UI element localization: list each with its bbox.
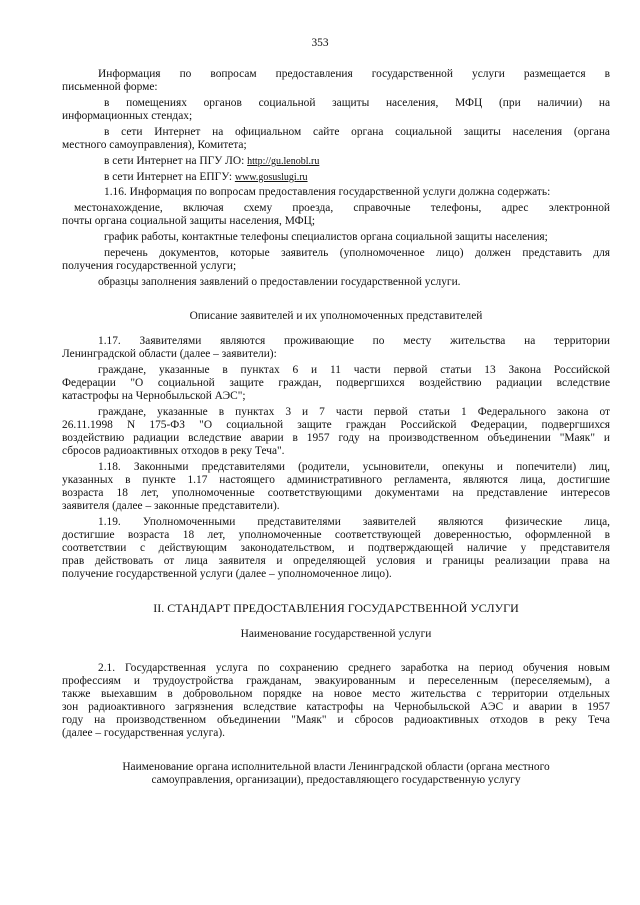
- chapter-heading: II. СТАНДАРТ ПРЕДОСТАВЛЕНИЯ ГОСУДАРСТВЕННОЙ УСЛУГИ: [153, 601, 519, 615]
- text-line: заявителя (далее – законные представители).: [62, 500, 280, 512]
- section-heading: Описание заявителей и их уполномоченных представителей: [189, 310, 483, 322]
- text-line: указанных в пункте 1.17 настоящего административного регламента, являются лица, достигшие: [62, 474, 610, 486]
- text-line: сбросов радиоактивных отходов в реку Теча".: [62, 445, 285, 457]
- section-heading: Наименование государственной услуги: [240, 628, 432, 640]
- text-line: график работы, контактные телефоны специалистов органа социальной защиты населения;: [104, 231, 548, 243]
- text-line: году на производственном объединении "Маяк" и сбросов радиоактивных отходов в реку Теча: [62, 714, 610, 726]
- text-line: почты органа социальной защиты населения, МФЦ;: [62, 215, 316, 227]
- text-line: [104, 155, 319, 168]
- text-line: Федерации "О социальной защите граждан, подвергшихся воздействию радиации вследствие: [62, 377, 610, 389]
- text-line: прав действовать от лица заявителя и определяющей условия и границы реализации права на: [62, 555, 610, 567]
- text-line: получения государственной услуги;: [62, 260, 237, 272]
- section-heading: самоуправления, организации), предоставляющего государственную услугу: [151, 774, 521, 786]
- text-line: 1.18. Законными представителями (родители, усыновители, опекуны и попечители) лиц,: [98, 461, 610, 473]
- page-number: 353: [311, 37, 329, 49]
- text-line: также выехавшим в добровольном порядке на новое место жительства с территории отдельных: [62, 688, 610, 700]
- text-line: возраста 18 лет, уполномоченные соответствующими документами на представление интересов: [62, 487, 610, 499]
- text-line: 2.1. Государственная услуга по сохранению среднего заработка на период обучения новым: [98, 662, 610, 674]
- text-line: зон радиоактивного загрязнения вследствие катастрофы на Чернобыльской АЭС и аварии в 1957: [62, 701, 610, 713]
- text-line: 1.16. Информация по вопросам предоставления государственной услуги должна содержать:: [104, 186, 551, 198]
- text-line: Ленинградской области (далее – заявители):: [62, 348, 277, 360]
- text-line: соответствии с действующим законодательством, и подтверждающей наличие у представителя: [62, 542, 610, 554]
- text-line: письменной форме:: [62, 81, 158, 93]
- section-heading: Наименование органа исполнительной власти Ленинградской области (органа местного: [122, 761, 550, 773]
- text-line: [104, 171, 308, 184]
- text-line: образцы заполнения заявлений о предоставлении государственной услуги.: [98, 276, 461, 288]
- text-line: в помещениях органов социальной защиты населения, МФЦ (при наличии) на: [104, 97, 610, 109]
- text-line: 1.17. Заявителями являются проживающие по месту жительства на территории: [98, 335, 610, 347]
- text-line: в сети Интернет на официальном сайте органа социальной защиты населения (органа: [104, 126, 610, 138]
- text-segment: в сети Интернет на ПГУ ЛО:: [104, 155, 245, 167]
- text-line: воздействию радиации вследствие аварии в 1957 году на производственном объединении "Маяк" и: [62, 432, 610, 444]
- text-line: профессиям и трудоустройства гражданам, эвакуированным и переселенным (переселяемым), а: [62, 675, 610, 687]
- pgu-lo-link[interactable]: http://gu.lenobl.ru: [247, 156, 320, 167]
- text-line: информационных стендах;: [62, 110, 193, 122]
- text-line: достигшие возраста 18 лет, уполномоченные соответствующей доверенностью, оформленной в: [62, 529, 610, 541]
- text-line: 1.19. Уполномоченными представителями заявителей являются физические лица,: [98, 516, 610, 528]
- text-line: местного самоуправления), Комитета;: [62, 139, 247, 151]
- text-line: граждане, указанные в пунктах 3 и 7 части первой статьи 1 Федерального закона от: [98, 406, 610, 418]
- text-line: граждане, указанные в пунктах 6 и 11 части первой статьи 13 Закона Российской: [98, 364, 610, 376]
- text-line: перечень документов, которые заявитель (уполномоченное лицо) должен представить для: [104, 247, 610, 259]
- text-line: Информация по вопросам предоставления государственной услуги размещается в: [98, 68, 610, 80]
- text-line: получение государственной услуги (далее – уполномоченное лицо).: [62, 568, 392, 580]
- text-segment: в сети Интернет на ЕПГУ:: [104, 171, 232, 183]
- epgu-link[interactable]: www.gosuslugi.ru: [234, 172, 308, 183]
- text-line: катастрофы на Чернобыльской АЭС";: [62, 390, 246, 402]
- text-line: местонахождение, включая схему проезда, справочные телефоны, адрес электронной: [74, 202, 610, 214]
- text-line: 26.11.1998 N 175-ФЗ "О социальной защите граждан Российской Федерации, подвергшихся: [62, 419, 610, 431]
- text-line: (далее – государственная услуга).: [62, 727, 225, 739]
